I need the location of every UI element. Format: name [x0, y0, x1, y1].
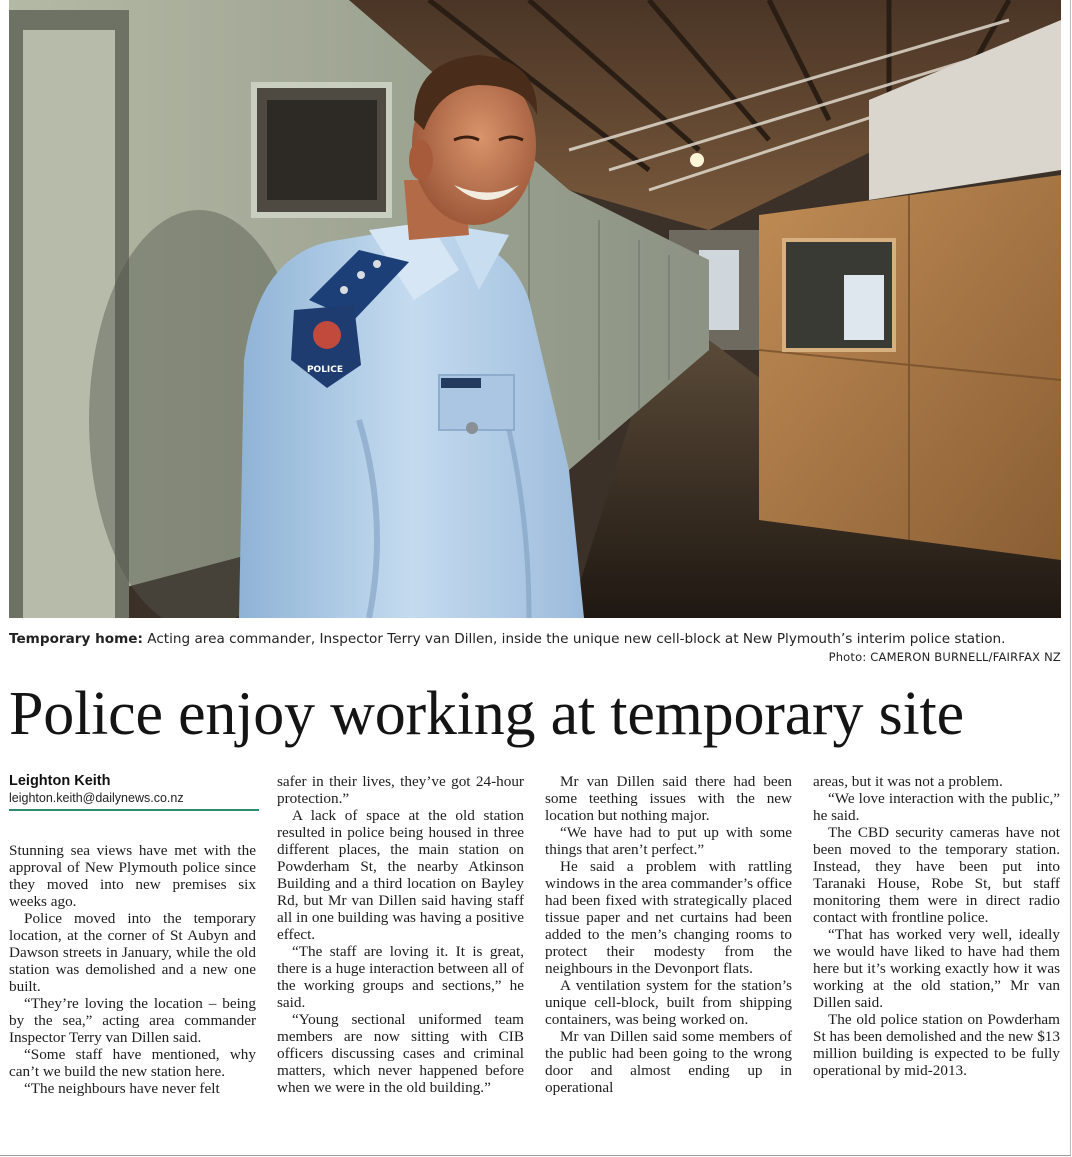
article-paragraph: “We love interaction with the public,” he said.	[813, 790, 1060, 824]
article-paragraph: “We have had to put up with some things that aren’t perfect.”	[545, 824, 792, 858]
article-paragraph: The old police station on Powderham St has been demolished and the new $13 million building is expected to be fully operational by mid-2013.	[813, 1011, 1060, 1079]
photo-caption	[9, 631, 1061, 648]
article-paragraph: The CBD security cameras have not been moved to the temporary station. Instead, they have been put into Taranaki House, Robe St, but staff monitoring them were in direct radio contact with frontline police.	[813, 824, 1060, 926]
article-paragraph: “Some staff have mentioned, why can’t we build the new station here.	[9, 1046, 256, 1080]
photo-illustration	[9, 0, 1061, 618]
headline: Police enjoy working at temporary site	[9, 680, 964, 748]
byline-name: Leighton Keith	[9, 773, 111, 789]
article-photo	[9, 0, 1061, 618]
article-paragraph: “They’re loving the location – being by the sea,” acting area commander Inspector Terry van Dillen said.	[9, 995, 256, 1046]
caption-text: Acting area commander, Inspector Terry van Dillen, inside the unique new cell-block at New Plymouth’s interim police station.	[142, 631, 1006, 647]
byline	[9, 772, 259, 811]
article-paragraph: safer in their lives, they’ve got 24-hour protection.”	[277, 773, 524, 807]
article-paragraph: “The neighbours have never felt	[24, 1080, 220, 1097]
article-paragraph: A ventilation system for the station’s unique cell-block, built from shipping containers, was being worked on.	[545, 977, 792, 1028]
article-column-3	[545, 773, 792, 1096]
article-column-1	[9, 842, 256, 1097]
article-paragraph: Stunning sea views have met with the approval of New Plymouth police since they moved into new premises six weeks ago.	[9, 842, 256, 910]
article-paragraph: He said a problem with rattling windows in the area commander’s office had been fixed with strategically placed tissue paper and net curtains had been added to the men’s changing rooms to protect their modesty from the neighbours in the Devonport flats.	[545, 858, 792, 977]
police-patch-label: POLICE	[306, 365, 344, 375]
article-paragraph: Police moved into the temporary location, at the corner of St Aubyn and Dawson streets in January, while the old station was demolished and a new one built.	[9, 910, 256, 995]
article-paragraph: areas, but it was not a problem.	[813, 773, 1003, 790]
article-column-2	[277, 773, 524, 1096]
byline-email[interactable]: leighton.keith@dailynews.co.nz	[9, 790, 259, 811]
article-paragraph: “Young sectional uniformed team members are now sitting with CIB officers discussing cases and criminal matters, which never happened before when we were in the old building.”	[277, 1011, 524, 1096]
article-paragraph: “That has worked very well, ideally we would have liked to have had them here but it’s working exactly how it was working at the old station,” Mr van Dillen said.	[813, 926, 1060, 1011]
article-paragraph: “The staff are loving it. It is great, there is a huge interaction between all of the working groups and sections,” he said.	[277, 943, 524, 1011]
article-paragraph: Mr van Dillen said some members of the public had been going to the wrong door and almost ending up in operational	[545, 1028, 792, 1096]
article-paragraph: A lack of space at the old station resulted in police being housed in three different places, the main station on Powderham St, the nearby Atkinson Building and a third location on Bayley Rd, but Mr van Dillen said having staff all in one building was having a positive effect.	[277, 807, 524, 943]
photo-credit: Photo: CAMERON BURNELL/FAIRFAX NZ	[828, 650, 1061, 664]
caption-label: Temporary home:	[9, 631, 143, 647]
article-column-4	[813, 773, 1060, 1079]
article-paragraph: Mr van Dillen said there had been some teething issues with the new location but nothing major.	[545, 773, 792, 824]
